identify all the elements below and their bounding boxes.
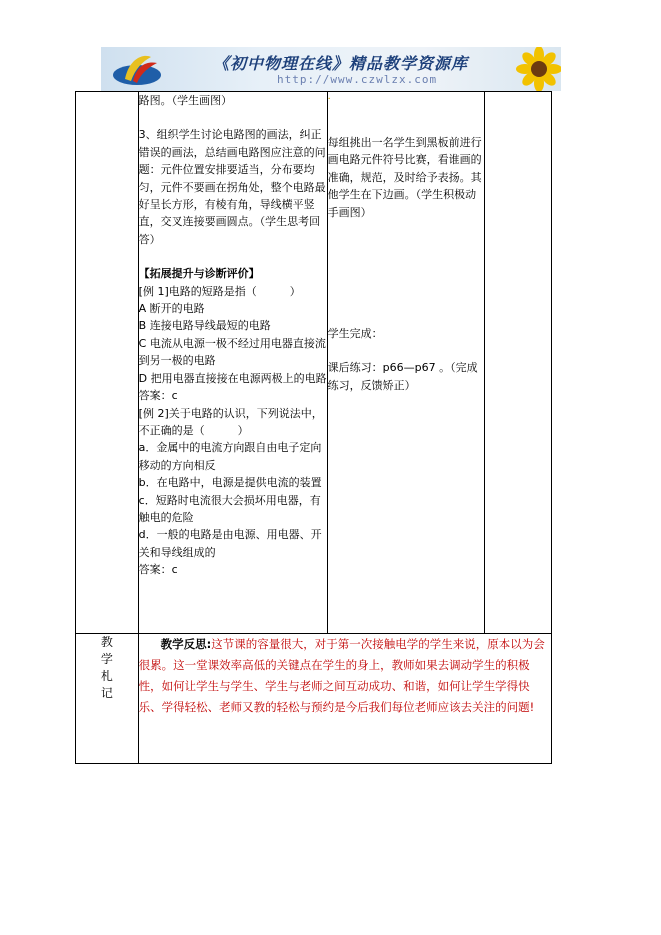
- example-1-option-d: D 把用电器直接接在电源两极上的电路: [138, 371, 327, 385]
- example-1-option-c: C 电流从电源一极不经过用电器直接流到另一极的电路: [138, 336, 326, 368]
- banner-url[interactable]: http://www.czwlzx.com: [277, 73, 438, 86]
- table-row: [76, 634, 552, 764]
- example-2-option-a: a．金属中的电流方向跟自由电子定向移动的方向相反: [138, 441, 322, 472]
- text-line: 路图。（学生画图）: [138, 94, 233, 107]
- item-3-text: 3、组织学生讨论电路图的画法，纠正错误的画法，总结画电路图应注意的问题：元件位置安排要适当，分布要均匀，元件不要画在拐角处，整个电路最好呈长方形，有棱有角，导线横平竖直，交叉连接要画圆点。（学生思考回答）: [138, 128, 326, 246]
- notes-label-char: 学: [100, 652, 113, 666]
- empty-left-cell: [76, 92, 139, 634]
- example-2-answer: 答案：c: [138, 563, 178, 577]
- notes-label: [76, 634, 139, 764]
- table-row: [76, 92, 552, 634]
- example-1-question: [例 1]电路的短路是指（ ）: [138, 284, 301, 298]
- example-2-question: [例 2]关于电路的认识，下列说法中，不正确的是（ ）: [138, 406, 323, 437]
- empty-right-cell: [485, 92, 552, 634]
- example-1-answer: 答案：c: [138, 389, 178, 403]
- reflection-text: 这节课的容量很大，对于第一次接触电学的学生来说，原本以为会很累。这一堂课效率高低的关键点在学生的身上，教师如果去调动学生的积极性，如何让学生与学生、学生与老师之间互动成功、和谐，如何让学生学得快乐、学得轻松、老师又教的轻松与预约是今后我们每位老师应该去关注的问题!: [138, 637, 545, 714]
- sunflower-icon: [509, 47, 561, 91]
- notes-label-char: 札: [100, 669, 113, 683]
- mark: ．: [327, 91, 338, 102]
- example-2-option-d: d．一般的电路是由电源、用电器、开关和导线组成的: [138, 528, 322, 559]
- teaching-reflection-cell: [138, 634, 551, 764]
- example-2-option-c: c．短路时电流很大会损坏用电器，有触电的危险: [138, 493, 321, 524]
- notes-label-char: 教: [100, 635, 113, 649]
- student-activity-cell: [327, 92, 485, 634]
- example-1-option-a: A 断开的电路: [138, 302, 205, 316]
- teaching-content-cell: [138, 92, 327, 634]
- example-2-option-b: b．在电路中，电源是提供电流的装置: [138, 476, 322, 490]
- homework-text: 课后练习：p66—p67 。（完成练习，反馈矫正）: [327, 361, 478, 392]
- section-heading: 【拓展提升与诊断评价】: [138, 267, 260, 281]
- banner-title: 《初中物理在线》精品教学资源库: [213, 54, 469, 73]
- notes-label-char: 记: [100, 686, 113, 700]
- example-1-option-b: B 连接电路导线最短的电路: [138, 319, 271, 333]
- lesson-table: [75, 91, 552, 764]
- group-activity-text: 每组挑出一名学生到黑板前进行画电路元件符号比赛，看谁画的准确，规范，及时给予表扬。其他学生在下边画。（学生积极动手画图）: [327, 136, 482, 219]
- header-banner: [101, 47, 561, 91]
- site-logo-icon: [107, 49, 167, 89]
- student-complete-text: 学生完成：: [327, 327, 383, 341]
- reflection-label: 教学反思:: [160, 637, 212, 651]
